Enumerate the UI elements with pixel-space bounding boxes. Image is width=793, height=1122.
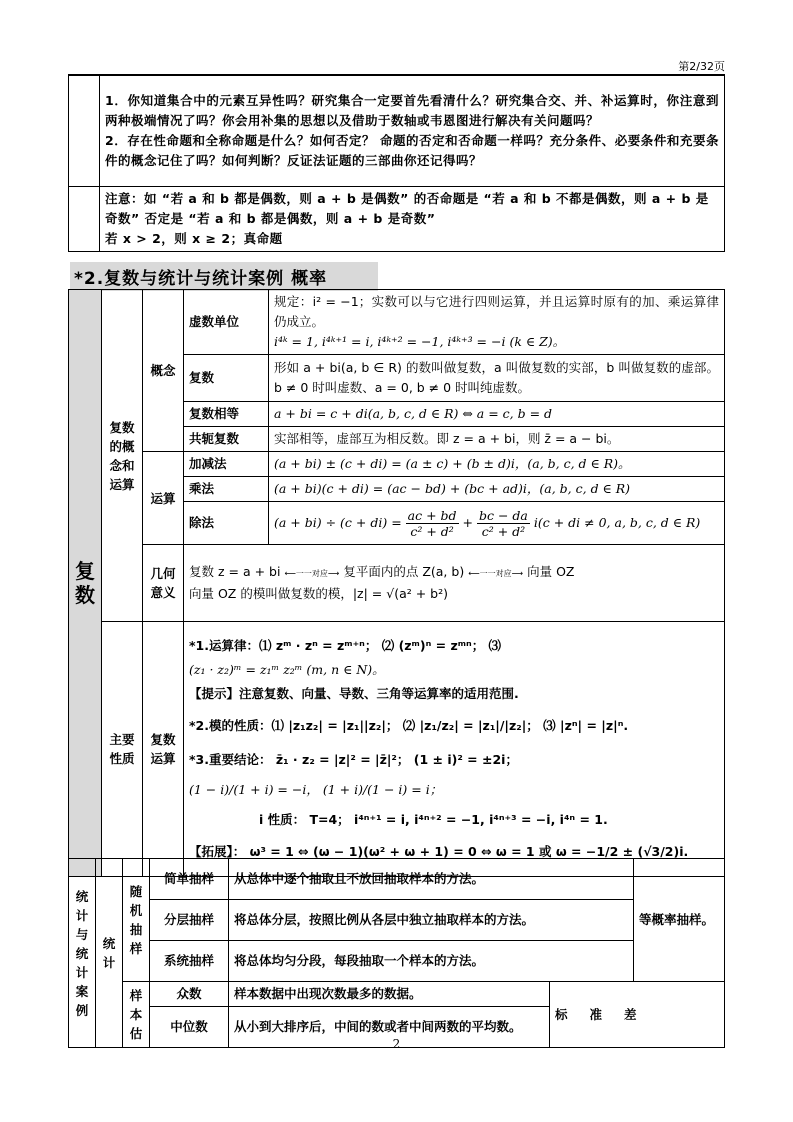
imag-unit-rule: 规定：i² = −1；实数可以与它进行四则运算，并且运算时原有的加、乘运算律仍成立。	[274, 294, 719, 329]
system-text: 将总体均匀分段，每段抽取一个样本的方法。	[229, 941, 634, 982]
rule-1b: (z₁ · z₂)ᵐ = z₁ᵐ z₂ᵐ (m, n ∈ N)。	[189, 662, 385, 677]
div-label: 除法	[184, 502, 269, 545]
rule-1: *1.运算律：⑴ zᵐ · zⁿ = zᵐ⁺ⁿ； ⑵ (zᵐ)ⁿ = zᵐⁿ； ⑶	[189, 638, 502, 653]
conj-label: 共轭复数	[184, 427, 269, 452]
mul-label: 乘法	[184, 477, 269, 502]
operation-label: 运算	[143, 452, 184, 545]
median-text: 从小到大排序后，中间的数或者中间两数的平均数。	[229, 1007, 550, 1048]
div-tail: i(c + di ≠ 0, a, b, c, d ∈ R)	[533, 514, 701, 530]
concept-group-label: 复数的概念和运算	[102, 290, 143, 622]
note-line-2: 若 x > 2，则 x ≥ 2；真命题	[105, 231, 283, 246]
stats-group-label: 统计与统计案例	[69, 859, 96, 1048]
div-plus: +	[462, 514, 474, 530]
geo-complex: 复数 z = a + bi	[189, 564, 281, 579]
mode-label: 众数	[150, 982, 229, 1007]
equal-text: a + bi = c + di(a, b, c, d ∈ R) ⇔ a = c, b = d	[269, 402, 725, 427]
geo-arrow-label-2: 一一对应	[479, 569, 512, 578]
div-den-1: c² + d²	[410, 523, 454, 539]
intro-left-cell	[69, 76, 100, 187]
geometry-label: 几何意义	[143, 545, 184, 622]
imag-unit-text	[269, 290, 725, 355]
rule-3c: i 性质： T=4； i⁴ⁿ⁺¹ = i, i⁴ⁿ⁺² = −1, i⁴ⁿ⁺³ = −i, i⁴ⁿ = 1.	[259, 812, 608, 827]
div-num-1: ac + bd	[407, 507, 457, 523]
complex-big-label: 复数	[69, 290, 102, 877]
rule-2: *2.模的性质：⑴ |z₁z₂| = |z₁||z₂|； ⑵ |z₁/z₂| = |z₁|/|z₂|； ⑶ |zⁿ| = |z|ⁿ.	[189, 718, 629, 733]
sample-est-label: 样本估	[123, 982, 150, 1048]
stats-table	[68, 858, 725, 1048]
geo-point: 复平面内的点 Z(a, b)	[343, 564, 465, 579]
complex-number-text: 形如 a + bi(a, b ∈ R) 的数叫做复数，a 叫做复数的实部，b 叫做复数的虚部。b ≠ 0 时叫虚数、a = 0, b ≠ 0 时叫纯虚数。	[269, 355, 725, 402]
geo-arrow-2: ⟵一一对应⟶	[468, 569, 524, 578]
div-den-2: c² + d²	[481, 523, 526, 539]
geometry-text	[184, 545, 725, 622]
equal-prob: 等概率抽样。	[634, 859, 725, 982]
simple-text: 从总体中逐个抽取且不放回抽取样本的方法。	[229, 859, 634, 900]
complex-op-label: 复数运算	[143, 622, 184, 877]
addsub-label: 加减法	[184, 452, 269, 477]
div-fraction-1	[406, 508, 459, 539]
page-number: 2	[392, 1037, 401, 1051]
geo-arrow-label-1: 一一对应	[295, 569, 328, 578]
mul-text: (a + bi)(c + di) = (ac − bd) + (bc + ad)i，(a, b, c, d ∈ R)	[269, 477, 725, 502]
strat-label: 分层抽样	[150, 900, 229, 941]
div-lhs: (a + bi) ÷ (c + di) =	[274, 514, 402, 530]
median-label: 中位数	[150, 1007, 229, 1048]
geo-arrow-1: ⟵一一对应⟶	[284, 569, 340, 578]
extend: 【拓展】： ω³ = 1 ⇔ (ω − 1)(ω² + ω + 1) = 0 ⇔ ω = 1 或 ω = −1/2 ± (√3/2)i.	[189, 844, 689, 859]
system-label: 系统抽样	[150, 941, 229, 982]
div-text	[269, 502, 725, 545]
intro-question-2: 2．存在性命题和全称命题是什么？如何否定？ 命题的否定和否命题一样吗？充分条件、必要条件和充要条件的概念记住了吗？如何判断？反证法证题的三部曲你还记得吗？	[105, 133, 719, 168]
stat-label: 统计	[96, 859, 123, 1048]
page-label: 第2/32页	[678, 60, 725, 73]
intro-questions-cell	[100, 76, 725, 187]
geo-vector: 向量 OZ	[527, 564, 575, 579]
note-cell	[100, 187, 725, 252]
hint: 【提示】注意复数、向量、导数、三角等运算率的适用范围.	[189, 686, 519, 701]
equal-label: 复数相等	[184, 402, 269, 427]
addsub-text: (a + bi) ± (c + di) = (a ± c) + (b ± d)i，(a, b, c, d ∈ R)。	[269, 452, 725, 477]
rule-3: *3.重要结论： z̄₁ · z₂ = |z|² = |z̄|²； (1 ± i)² = ±2i；	[189, 752, 518, 767]
div-num-2: bc − da	[479, 507, 528, 523]
note-line-1: 注意：如 “若 a 和 b 都是偶数，则 a + b 是偶数” 的否命题是 “若 a 和 b 不都是偶数，则 a + b 是奇数” 否定是 “若 a 和 b 都是偶数，则 a + b 是奇数”	[105, 191, 709, 226]
imag-unit-powers: i⁴ᵏ = 1, i⁴ᵏ⁺¹ = i, i⁴ᵏ⁺² = −1, i⁴ᵏ⁺³ = −i (k ∈ Z)。	[274, 334, 566, 349]
strat-text: 将总体分层，按照比例从各层中独立抽取样本的方法。	[229, 900, 634, 941]
random-label: 随机抽样	[123, 859, 150, 982]
intro-table	[68, 75, 725, 252]
geometry-line-2: 向量 OZ 的模叫做复数的模，|z| = √(a² + b²)	[189, 586, 449, 601]
geometry-line-1	[189, 562, 719, 584]
intro-question-1: 1．你知道集合中的元素互异性吗？研究集合一定要首先看清什么？研究集合交、并、补运算时，你注意到两种极端情况了吗？你会用补集的思想以及借助于数轴或韦恩图进行解决有关问题吗？	[105, 93, 719, 128]
std-dev-label: 标准差	[550, 982, 725, 1048]
simple-label: 简单抽样	[150, 859, 229, 900]
complex-number-label: 复数	[184, 355, 269, 402]
concept-label: 概念	[143, 290, 184, 452]
conj-text: 实部相等，虚部互为相反数。即 z = a + bi，则 z̄ = a − bi。	[269, 427, 725, 452]
rule-3b: (1 − i)/(1 + i) = −i， (1 + i)/(1 − i) = i；	[189, 782, 443, 797]
imag-unit-label: 虚数单位	[184, 290, 269, 355]
section-title: *2.复数与统计与统计案例 概率	[70, 262, 378, 291]
mode-text: 样本数据中出现次数最多的数据。	[229, 982, 550, 1007]
div-fraction-2	[477, 508, 530, 539]
main-prop-label: 主要性质	[102, 622, 143, 877]
note-left-cell	[69, 187, 100, 252]
complex-op-text	[184, 622, 725, 877]
complex-table	[68, 289, 725, 877]
